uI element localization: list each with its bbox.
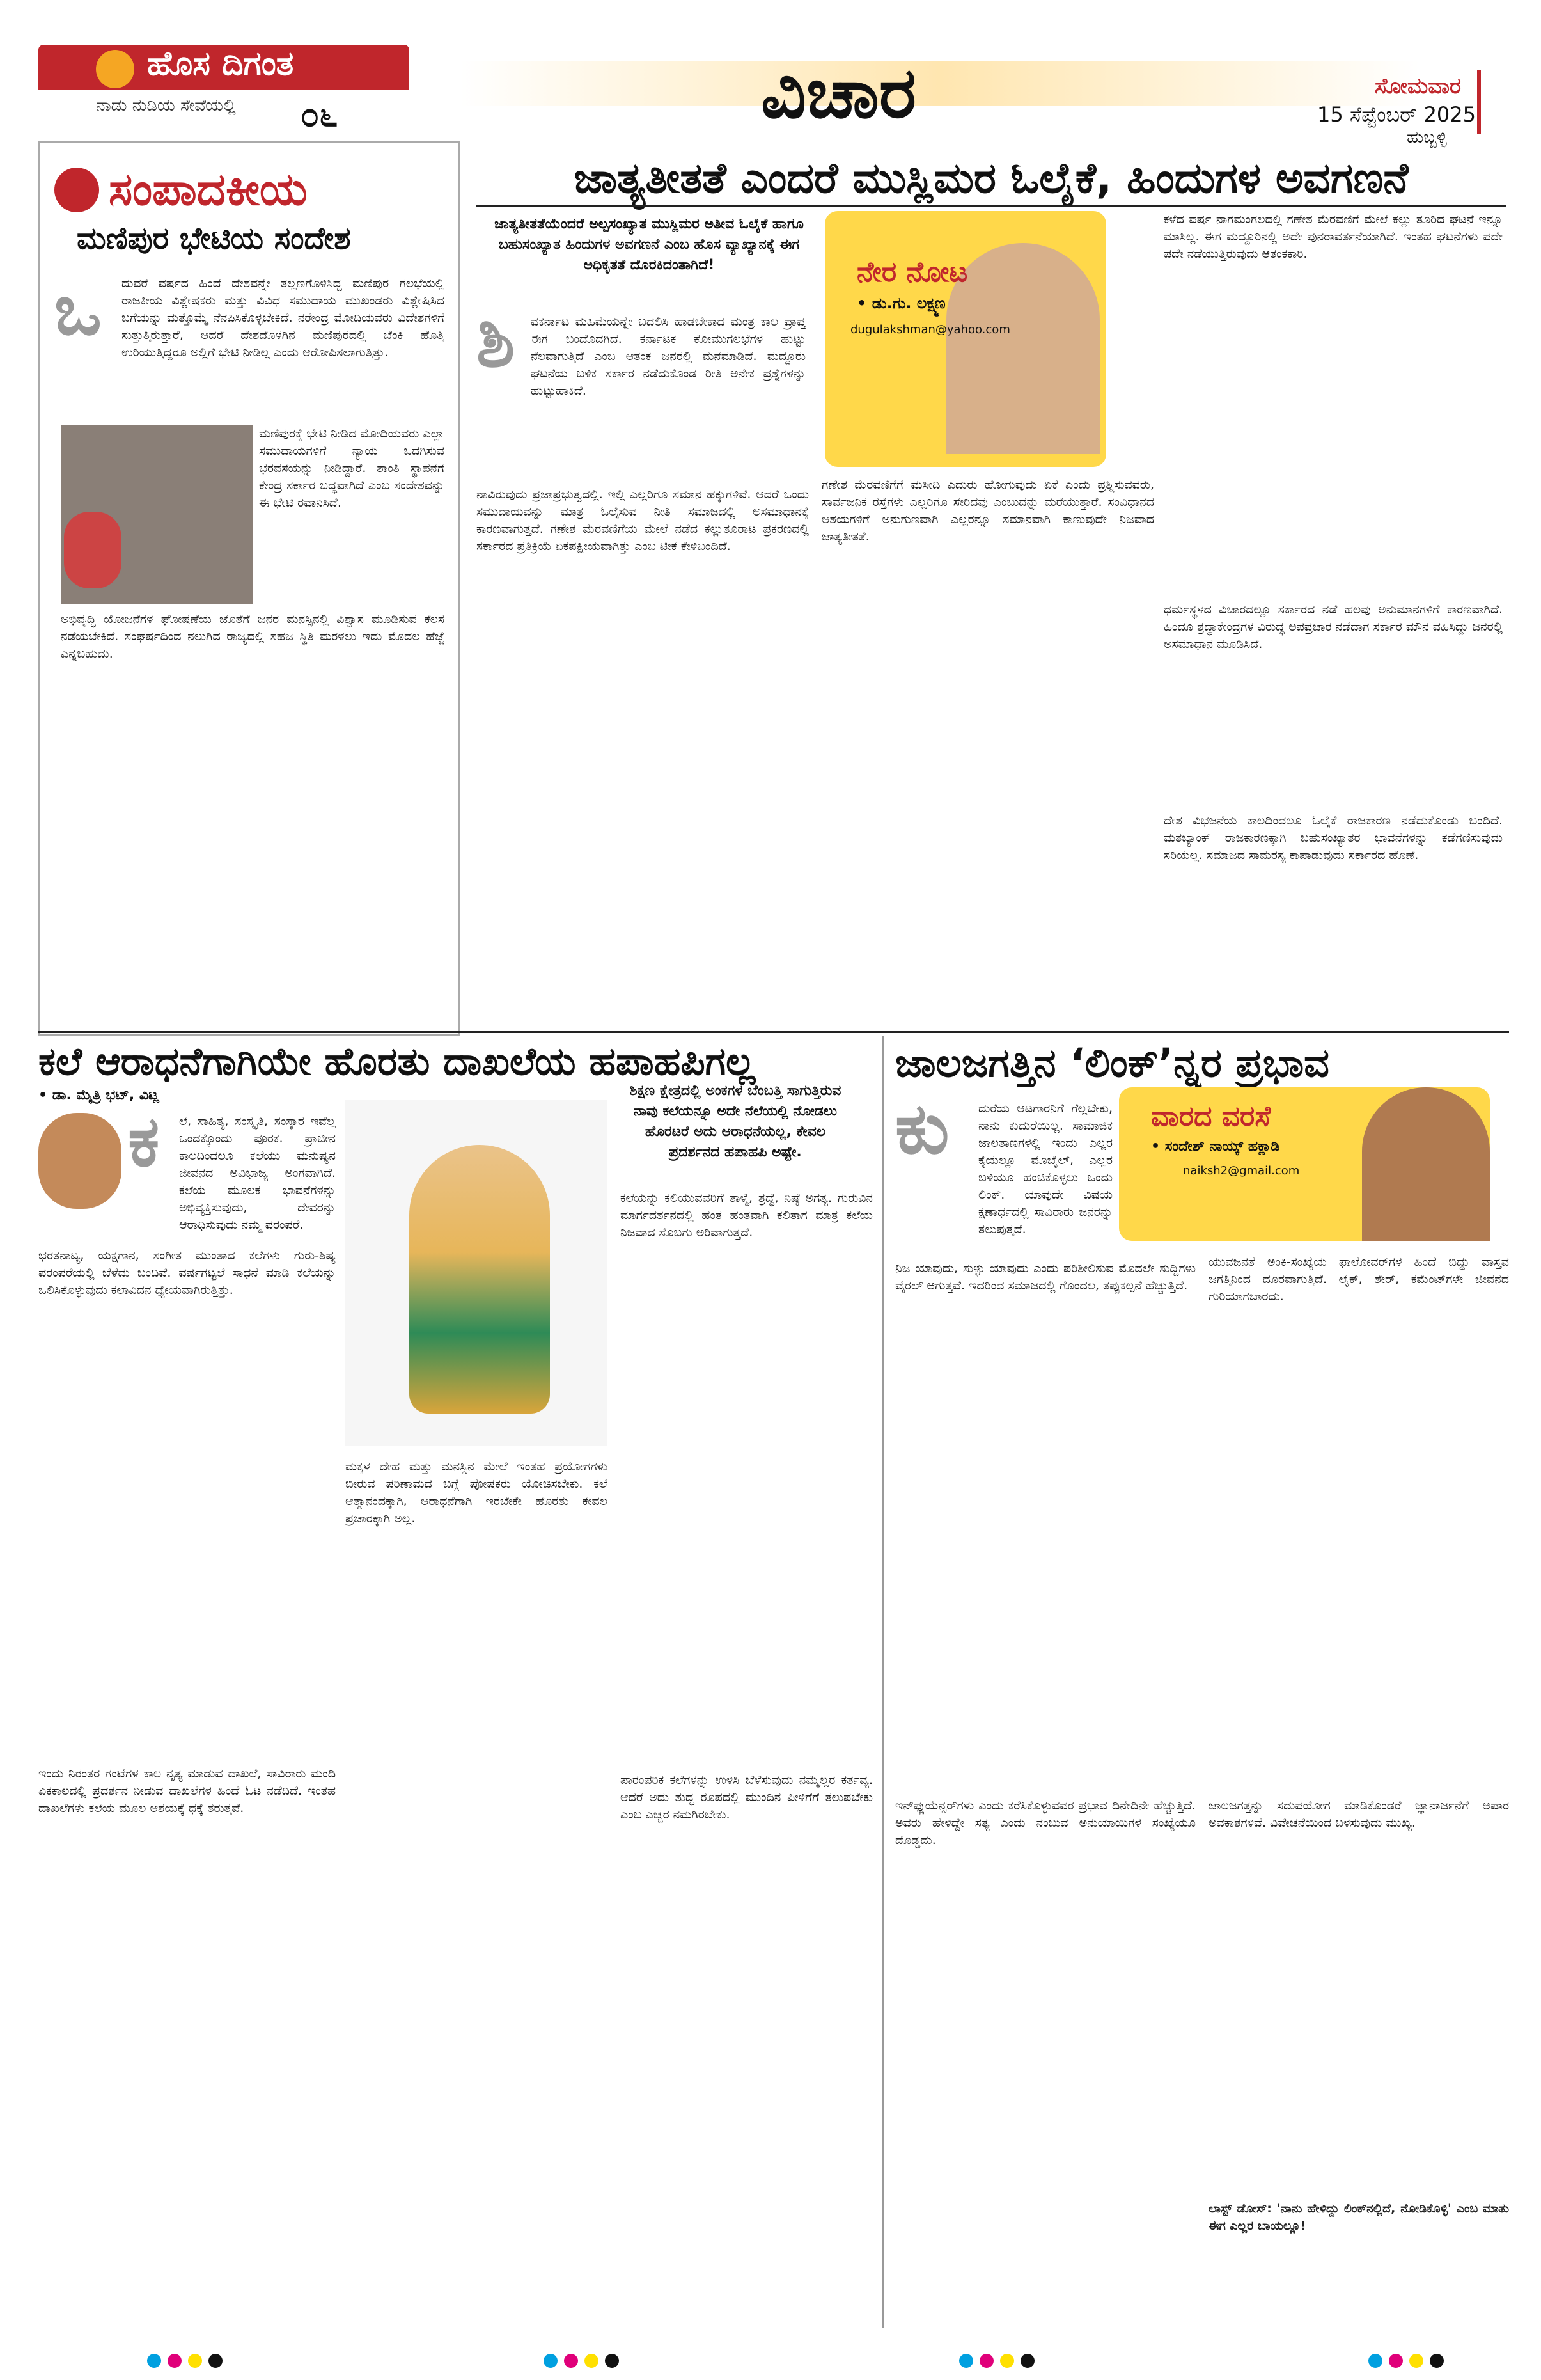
art-para-2: ಭರತನಾಟ್ಯ, ಯಕ್ಷಗಾನ, ಸಂಗೀತ ಮುಂತಾದ ಕಲೆಗಳು ಗುರು-ಶಿಷ್ಯ ಪರಂಪರೆಯಲ್ಲಿ ಬೆಳೆದು ಬಂದಿವೆ. ವರ್ಷಗಟ್ಟಲೆ ಸಾಧನೆ ಮಾಡಿ ಕಲೆಯನ್ನು ಒಲಿಸಿಕೊಳ್ಳುವುದು ಕಲಾವಿದನ ಧ್ಯೇಯವಾಗಿರುತ್ತಿತ್ತು. — [38, 1249, 336, 1297]
editorial-icon — [54, 168, 99, 212]
editorial-title: ಮಣಿಪುರ ಭೇಟಿಯ ಸಂದೇಶ — [77, 221, 351, 256]
lead-rule — [476, 205, 1506, 207]
issue-date: 15 ಸೆಪ್ಟೆಂಬರ್ 2025 — [1317, 102, 1476, 127]
link-para-5: ಜಾಲಜಗತ್ತನ್ನು ಸದುಪಯೋಗ ಮಾಡಿಕೊಂಡರೆ ಜ್ಞಾನಾರ್ಜನೆಗೆ ಅಪಾರ ಅವಕಾಶಗಳಿವೆ. ವಿವೇಚನೆಯಿಂದ ಬಳಸುವುದು ಮುಖ್ಯ. — [1209, 1799, 1509, 1830]
link-dropcap: ಕು — [895, 1087, 950, 1169]
editorial-label: ಸಂಪಾದಕೀಯ — [109, 163, 308, 216]
link-para-1: ದುರೆಯ ಆಟಗಾರನಿಗೆ ಗೆಲ್ಲಬೇಕು, ನಾನು ಕುದುರೆಯಿಲ್ಲ. ಸಾಮಾಜಿಕ ಜಾಲತಾಣಗಳಲ್ಲಿ ಇಂದು ಎಲ್ಲರ ಕೈಯಲ್ಲೂ ಮೊಬೈಲ್, ಎಲ್ಲರ ಬಳಿಯೂ ಹಂಚಿಕೊಳ್ಳಲು ಒಂದು ಲಿಂಕ್. ಯಾವುದೇ ವಿಷಯ ಕ್ಷಣಾರ್ಧದಲ್ಲಿ ಸಾವಿರಾರು ಜನರನ್ನು ತಲುಪುತ್ತದೆ. — [978, 1101, 1113, 1236]
link-email: naiksh2@gmail.com — [1183, 1164, 1300, 1178]
date-accent-bar — [1477, 70, 1481, 134]
vertical-divider — [882, 1036, 884, 2328]
lead-dropcap: ಶಿ — [476, 301, 515, 382]
editorial-para-3: ಅಭಿವೃದ್ಧಿ ಯೋಜನೆಗಳ ಘೋಷಣೆಯ ಜೊತೆಗೆ ಜನರ ಮನಸ್ಸಿನಲ್ಲಿ ವಿಶ್ವಾಸ ಮೂಡಿಸುವ ಕೆಲಸ ನಡೆಯಬೇಕಿದೆ. ಸಂಘರ್ಷದಿಂದ ನಲುಗಿದ ರಾಜ್ಯದಲ್ಲಿ ಸಹಜ ಸ್ಥಿತಿ ಮರಳಲು ಇದು ಮೊದಲ ಹೆಜ್ಜೆ ಎನ್ನಬಹುದು. — [61, 612, 444, 661]
editorial-photo-figure — [64, 512, 121, 588]
lead-para-1: ವಕರ್ನಾಟ ಮಹಿಮೆಯನ್ನೇ ಬದಲಿಸಿ ಹಾಡಬೇಕಾದ ಮಂತ್ರ ಕಾಲ ಪ್ರಾಪ್ತ ಈಗ ಬಂದೊದಗಿದೆ. ಕರ್ನಾಟಕ ಕೋಮುಗಲಭೆಗಳ ಹುಟ್ಟು ನೆಲವಾಗುತ್ತಿದೆ ಎಂಬ ಆತಂಕ ಜನರಲ್ಲಿ ಮನೆಮಾಡಿದೆ. ಮದ್ದೂರು ಘಟನೆಯ ಬಳಿಕ ಸರ್ಕಾರ ನಡೆದುಕೊಂಡ ರೀತಿ ಅನೇಕ ಪ್ರಶ್ನೆಗಳನ್ನು ಹುಟ್ಟುಹಾಕಿದೆ. — [531, 315, 806, 398]
registration-marks-3 — [959, 2354, 1041, 2370]
issue-day: ಸೋಮವಾರ — [1375, 74, 1462, 99]
link-column-name: ವಾರದ ವರಸೆ — [1151, 1100, 1271, 1133]
registration-marks-1 — [147, 2354, 229, 2370]
logo-tagline: ನಾಡು ನುಡಿಯ ಸೇವೆಯಲ್ಲಿ — [96, 96, 236, 115]
editorial-para-1: ದುವರೆ ವರ್ಷದ ಹಿಂದೆ ದೇಶವನ್ನೇ ತಲ್ಲಣಗೊಳಿಸಿದ್ದ ಮಣಿಪುರ ಗಲಭೆಯಲ್ಲಿ ರಾಜಕೀಯ ವಿಶ್ಲೇಷಕರು ಮತ್ತು ವಿವಿಧ ಸಮುದಾಯ ಮುಖಂಡರು ವಿಶ್ಲೇಷಿಸಿದ ಬಗೆಯನ್ನು ಮತ್ತೊಮ್ಮೆ ನೆನಪಿಸಿಕೊಳ್ಳಬೇಕಿದೆ. ನರೇಂದ್ರ ಮೋದಿಯವರು ವಿದೇಶಗಳಿಗೆ ಸುತ್ತುತ್ತಿರುತ್ತಾರೆ, ಆದರೆ ದೇಶದೊಳಗಿನ ಮಣಿಪುರದಲ್ಲಿ ಬೆಂಕಿ ಹೊತ್ತಿ ಉರಿಯುತ್ತಿದ್ದರೂ ಅಲ್ಲಿಗೆ ಭೇಟಿ ನೀಡಿಲ್ಲ ಎಂದು ಆರೋಪಿಸಲಾಗುತ್ತಿತ್ತು. — [121, 276, 444, 359]
art-quote: ಶಿಕ್ಷಣ ಕ್ಷೇತ್ರದಲ್ಲಿ ಅಂಕಗಳ ಬೆಂಬತ್ತಿ ಸಾಗುತ್ತಿರುವ ನಾವು ಕಲೆಯನ್ನೂ ಅದೇ ನೆಲೆಯಲ್ಲಿ ನೋಡಲು ಹೊರಟರೆ ಅದು ಆರಾಧನೆಯಲ್ಲ, ಕೇವಲ ಪ್ರದರ್ಶನದ ಹಪಾಹಪಿ ಅಷ್ಟೇ. — [629, 1083, 841, 1160]
author-photo — [946, 243, 1100, 454]
lead-para-5: ಧರ್ಮಸ್ಥಳದ ವಿಚಾರದಲ್ಲೂ ಸರ್ಕಾರದ ನಡೆ ಹಲವು ಅನುಮಾನಗಳಿಗೆ ಕಾರಣವಾಗಿದೆ. ಹಿಂದೂ ಶ್ರದ್ಧಾಕೇಂದ್ರಗಳ ವಿರುದ್ಧ ಅಪಪ್ರಚಾರ ನಡೆದಾಗ ಸರ್ಕಾರ ಮೌನ ವಹಿಸಿದ್ದು ಜನರಲ್ಲಿ ಅಸಮಾಧಾನ ಮೂಡಿಸಿದೆ. — [1164, 603, 1503, 651]
art-dropcap: ಕ — [128, 1100, 160, 1182]
editorial-para-2: ಮಣಿಪುರಕ್ಕೆ ಭೇಟಿ ನೀಡಿದ ಮೋದಿಯವರು ಎಲ್ಲಾ ಸಮುದಾಯಗಳಿಗೆ ನ್ಯಾಯ ಒದಗಿಸುವ ಭರವಸೆಯನ್ನು ನೀಡಿದ್ದಾರೆ. ಶಾಂತಿ ಸ್ಥಾಪನೆಗೆ ಕೇಂದ್ರ ಸರ್ಕಾರ ಬದ್ಧವಾಗಿದೆ ಎಂಬ ಸಂದೇಶವನ್ನು ಈ ಭೇಟಿ ರವಾನಿಸಿದೆ. — [259, 427, 444, 510]
registration-marks-2 — [544, 2354, 625, 2370]
art-para-3: ಇಂದು ನಿರಂತರ ಗಂಟೆಗಳ ಕಾಲ ನೃತ್ಯ ಮಾಡುವ ದಾಖಲೆ, ಸಾವಿರಾರು ಮಂದಿ ಏಕಕಾಲದಲ್ಲಿ ಪ್ರದರ್ಶನ ನೀಡುವ ದಾಖಲೆಗಳ ಹಿಂದೆ ಓಟ ನಡೆದಿದೆ. ಇಂತಹ ದಾಖಲೆಗಳು ಕಲೆಯ ಮೂಲ ಆಶಯಕ್ಕೆ ಧಕ್ಕೆ ತರುತ್ತವೆ. — [38, 1767, 336, 1815]
newspaper-logo: ಹೊಸ ದಿಗಂತ — [147, 45, 294, 83]
editorial-dropcap: ಒ — [54, 269, 102, 351]
lead-para-3: ಗಣೇಶ ಮೆರವಣಿಗೆಗೆ ಮಸೀದಿ ಎದುರು ಹೋಗುವುದು ಏಕೆ ಎಂದು ಪ್ರಶ್ನಿಸುವವರು, ಸಾರ್ವಜನಿಕ ರಸ್ತೆಗಳು ಎಲ್ಲರಿಗೂ ಸೇರಿದವು ಎಂಬುದನ್ನು ಮರೆಯುತ್ತಾರೆ. ಸಂವಿಧಾನದ ಆಶಯಗಳಿಗೆ ಅನುಗುಣವಾಗಿ ಎಲ್ಲರನ್ನೂ ಸಮಾನವಾಗಿ ಕಾಣುವುದೇ ನಿಜವಾದ ಜಾತ್ಯತೀತತೆ. — [822, 478, 1154, 544]
link-para-4: ಯುವಜನತೆ ಅಂಕಿ-ಸಂಖ್ಯೆಯ ಫಾಲೋವರ್‌ಗಳ ಹಿಂದೆ ಬಿದ್ದು ವಾಸ್ತವ ಜಗತ್ತಿನಿಂದ ದೂರವಾಗುತ್ತಿದೆ. ಲೈಕ್, ಶೇರ್, ಕಮೆಂಟ್‌ಗಳೇ ಜೀವನದ ಗುರಿಯಾಗಬಾರದು. — [1209, 1255, 1509, 1304]
art-byline: • ಡಾ. ಮೈತ್ರಿ ಭಟ್, ವಿಟ್ಲ — [38, 1087, 160, 1103]
lead-kicker: ಜಾತ್ಯತೀತತೆಯೆಂದರೆ ಅಲ್ಪಸಂಖ್ಯಾತ ಮುಸ್ಲಿಮರ ಅತೀವ ಓಲೈಕೆ ಹಾಗೂ ಬಹುಸಂಖ್ಯಾತ ಹಿಂದುಗಳ ಅವಗಣನೆ ಎಂಬ ಹೊಸ ವ್ಯಾಖ್ಯಾನಕ್ಕೆ ಈಗ ಅಧಿಕೃತತೆ ದೊರಕಿದಂತಾಗಿದೆ! — [494, 216, 804, 273]
dancer-figure — [409, 1145, 550, 1414]
art-para-1: ಲೆ, ಸಾಹಿತ್ಯ, ಸಂಸ್ಕೃತಿ, ಸಂಸ್ಕಾರ ಇವೆಲ್ಲ ಒಂದಕ್ಕೊಂದು ಪೂರಕ. ಪ್ರಾಚೀನ ಕಾಲದಿಂದಲೂ ಕಲೆಯು ಮನುಷ್ಯನ ಜೀವನದ ಅವಿಭಾಜ್ಯ ಅಂಗವಾಗಿದೆ. ಕಲೆಯ ಮೂಲಕ ಭಾವನೆಗಳನ್ನು ಅಭಿವ್ಯಕ್ತಿಸುವುದು, ದೇವರನ್ನು ಆರಾಧಿಸುವುದು ನಮ್ಮ ಪರಂಪರೆ. — [179, 1114, 336, 1232]
registration-marks-4 — [1368, 2354, 1450, 2370]
section-title: ವಿಚಾರ — [761, 51, 917, 134]
link-headline: ಜಾಲಜಗತ್ತಿನ ‘ಲಿಂಕ್’ನ್ನರ ಪ್ರಭಾವ — [895, 1039, 1329, 1086]
lead-author: • ಡು.ಗು. ಲಕ್ಷ್ಮಣ — [857, 294, 946, 312]
art-para-5: ಕಲೆಯನ್ನು ಕಲಿಯುವವರಿಗೆ ತಾಳ್ಮೆ, ಶ್ರದ್ಧೆ, ನಿಷ್ಠೆ ಅಗತ್ಯ. ಗುರುವಿನ ಮಾರ್ಗದರ್ಶನದಲ್ಲಿ ಹಂತ ಹಂತವಾಗಿ ಕಲಿತಾಗ ಮಾತ್ರ ಕಲೆಯ ನಿಜವಾದ ಸೊಬಗು ಅರಿವಾಗುತ್ತದೆ. — [620, 1191, 873, 1240]
art-author-photo — [38, 1113, 121, 1209]
lamp-icon — [96, 50, 134, 88]
art-para-4: ಮಕ್ಕಳ ದೇಹ ಮತ್ತು ಮನಸ್ಸಿನ ಮೇಲೆ ಇಂತಹ ಪ್ರಯೋಗಗಳು ಬೀರುವ ಪರಿಣಾಮದ ಬಗ್ಗೆ ಪೋಷಕರು ಯೋಚಿಸಬೇಕು. ಕಲೆ ಆತ್ಮಾನಂದಕ್ಕಾಗಿ, ಆರಾಧನೆಗಾಗಿ ಇರಬೇಕೇ ಹೊರತು ಕೇವಲ ಪ್ರಚಾರಕ್ಕಾಗಿ ಅಲ್ಲ. — [345, 1460, 607, 1525]
lead-headline: ಜಾತ್ಯತೀತತೆ ಎಂದರೆ ಮುಸ್ಲಿಮರ ಓಲೈಕೆ, ಹಿಂದುಗಳ ಅವಗಣನೆ — [574, 154, 1409, 203]
horizontal-divider — [38, 1031, 1509, 1033]
header-band — [460, 61, 1420, 106]
art-headline: ಕಲೆ ಆರಾಧನೆಗಾಗಿಯೇ ಹೊರತು ದಾಖಲೆಯ ಹಪಾಹಪಿಗಲ್ಲ — [38, 1039, 756, 1084]
link-para-3: ಇನ್‌ಫ್ಲುಯೆನ್ಸರ್‌ಗಳು ಎಂದು ಕರೆಸಿಕೊಳ್ಳುವವರ ಪ್ರಭಾವ ದಿನೇದಿನೇ ಹೆಚ್ಚುತ್ತಿದೆ. ಅವರು ಹೇಳಿದ್ದೇ ಸತ್ಯ ಎಂದು ನಂಬುವ ಅನುಯಾಯಿಗಳ ಸಂಖ್ಯೆಯೂ ದೊಡ್ಡದು. — [895, 1799, 1196, 1847]
art-para-6: ಪಾರಂಪರಿಕ ಕಲೆಗಳನ್ನು ಉಳಿಸಿ ಬೆಳೆಸುವುದು ನಮ್ಮೆಲ್ಲರ ಕರ್ತವ್ಯ. ಆದರೆ ಅದು ಶುದ್ಧ ರೂಪದಲ್ಲಿ ಮುಂದಿನ ಪೀಳಿಗೆಗೆ ತಲುಪಬೇಕು ಎಂಬ ಎಚ್ಚರ ನಮಗಿರಬೇಕು. — [620, 1773, 873, 1822]
link-author: • ಸಂದೇಶ್ ನಾಯ್ಕ್ ಹಕ್ಲಾಡಿ — [1151, 1139, 1280, 1155]
column-name: ನೇರ ನೋಟ — [857, 256, 968, 288]
lead-para-6: ದೇಶ ವಿಭಜನೆಯ ಕಾಲದಿಂದಲೂ ಓಲೈಕೆ ರಾಜಕಾರಣ ನಡೆದುಕೊಂಡು ಬಂದಿದೆ. ಮತಬ್ಯಾಂಕ್ ರಾಜಕಾರಣಕ್ಕಾಗಿ ಬಹುಸಂಖ್ಯಾತರ ಭಾವನೆಗಳನ್ನು ಕಡೆಗಣಿಸುವುದು ಸರಿಯಲ್ಲ. ಸಮಾಜದ ಸಾಮರಸ್ಯ ಕಾಪಾಡುವುದು ಸರ್ಕಾರದ ಹೊಣೆ. — [1164, 814, 1503, 862]
lead-para-2: ನಾವಿರುವುದು ಪ್ರಜಾಪ್ರಭುತ್ವದಲ್ಲಿ. ಇಲ್ಲಿ ಎಲ್ಲರಿಗೂ ಸಮಾನ ಹಕ್ಕುಗಳಿವೆ. ಆದರೆ ಒಂದು ಸಮುದಾಯವನ್ನು ಮಾತ್ರ ಓಲೈಸುವ ನೀತಿ ಸಮಾಜದಲ್ಲಿ ಅಸಮಾಧಾನಕ್ಕೆ ಕಾರಣವಾಗುತ್ತದೆ. ಗಣೇಶ ಮೆರವಣಿಗೆಯ ಮೇಲೆ ನಡೆದ ಕಲ್ಲುತೂರಾಟ ಪ್ರಕರಣದಲ್ಲಿ ಸರ್ಕಾರದ ಪ್ರತಿಕ್ರಿಯೆ ಏಕಪಕ್ಷೀಯವಾಗಿತ್ತು ಎಂಬ ಟೀಕೆ ಕೇಳಿಬಂದಿದೆ. — [476, 487, 809, 553]
page-number: ೦೬ — [301, 96, 338, 134]
link-para-2: ನಿಜ ಯಾವುದು, ಸುಳ್ಳು ಯಾವುದು ಎಂದು ಪರಿಶೀಲಿಸುವ ಮೊದಲೇ ಸುದ್ದಿಗಳು ವೈರಲ್ ಆಗುತ್ತವೆ. ಇದರಿಂದ ಸಮಾಜದಲ್ಲಿ ಗೊಂದಲ, ತಪ್ಪುಕಲ್ಪನೆ ಹೆಚ್ಚುತ್ತಿದೆ. — [895, 1261, 1196, 1293]
lead-email: dugulakshman@yahoo.com — [850, 323, 1010, 336]
link-author-photo — [1362, 1087, 1490, 1241]
edition-city: ಹುಬ್ಬಳ್ಳಿ — [1407, 128, 1447, 147]
link-para-6: ಲಾಸ್ಟ್ ಡೋಸ್: 'ನಾನು ಹೇಳಿದ್ದು ಲಿಂಕ್‌ನಲ್ಲಿದೆ, ನೋಡಿಕೊಳ್ಳಿ' ಎಂಬ ಮಾತು ಈಗ ಎಲ್ಲರ ಬಾಯಲ್ಲೂ! — [1209, 2202, 1509, 2233]
lead-para-4: ಕಳೆದ ವರ್ಷ ನಾಗಮಂಗಲದಲ್ಲಿ ಗಣೇಶ ಮೆರವಣಿಗೆ ಮೇಲೆ ಕಲ್ಲು ತೂರಿದ ಘಟನೆ ಇನ್ನೂ ಮಾಸಿಲ್ಲ. ಈಗ ಮದ್ದೂರಿನಲ್ಲಿ ಅದೇ ಪುನರಾವರ್ತನೆಯಾಗಿದೆ. ಇಂತಹ ಘಟನೆಗಳು ಪದೇ ಪದೇ ನಡೆಯುತ್ತಿರುವುದು ಆತಂಕಕಾರಿ. — [1164, 212, 1503, 261]
